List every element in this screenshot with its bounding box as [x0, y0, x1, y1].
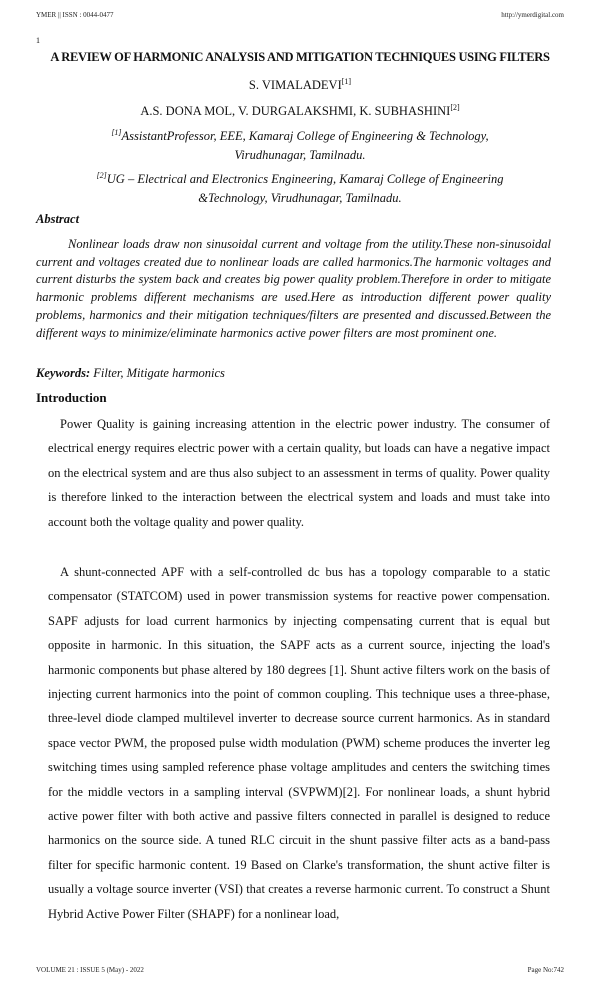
introduction-paragraph-1: Power Quality is gaining increasing attention in the electric power industry. The consumer of electrical energy requires electric power with a certain quality, but loads can have a negative impact on the electrical system and are thus also subject to an assessment in terms of quality. Power quality is therefore linked to the interaction between the electrical system and loads and must take into account both the voltage quality and power quality. — [48, 417, 550, 529]
journal-url: http://ymerdigital.com — [501, 11, 564, 19]
affiliation-2-ref: [2] — [96, 170, 107, 180]
page-marker: 1 — [36, 36, 40, 45]
affiliation-2-text: UG – Electrical and Electronics Engineering, Kamaraj College of Engineering &Technology, Virudhunagar, Tamilnadu. — [106, 172, 504, 205]
footer-volume: VOLUME 21 : ISSUE 5 (May) - 2022 — [36, 966, 144, 974]
introduction-heading: Introduction — [36, 390, 107, 405]
affiliation-1-ref: [1] — [111, 127, 122, 137]
author-line-1 — [30, 78, 570, 93]
paper-title: A REVIEW OF HARMONIC ANALYSIS AND MITIGATION TECHNIQUES USING FILTERS — [50, 50, 550, 64]
authors-2-ref: [2] — [450, 102, 460, 112]
journal-header: YMER || ISSN : 0044-0477 — [36, 11, 114, 19]
authors-2: A.S. DONA MOL, V. DURGALAKSHMI, K. SUBHASHINI — [140, 104, 451, 118]
affiliation-1-text: AssistantProfessor, EEE, Kamaraj College of Engineering & Technology, Virudhunagar, Tamilnadu. — [121, 129, 489, 162]
abstract-text: Nonlinear loads draw non sinusoidal current and voltage from the utility.These non-sinusoidal current and voltages created due to nonlinear loads are called harmonics.The harmonic voltages and current disturbs the system back and creates big power quality problem.Therefore in order to mitigate harmonic problems different mechanisms are used.Here as introduction different power quality problems, harmonics and their mitigation techniques/filters are presented and discussed.Between the different ways to minimize/eliminate harmonics active power filters are most prominent one. — [36, 237, 551, 340]
introduction-paragraph-2: A shunt-connected APF with a self-controlled dc bus has a topology comparable to a static compensator (STATCOM) used in power transmission systems for reactive power compensation. SAPF adjusts for load current harmonics by injecting compensating current that is equal but opposite in harmonic. In this situation, the SAPF acts as a current source, injecting the load's harmonic components but phase altered by 180 degrees [1]. Shunt active filters work on the basis of injecting current harmonics into the point of common coupling. This technique uses a three-phase, three-level diode clamped multilevel inverter to decrease source current harmonics. As in standard space vector PWM, the proposed pulse width modulation (PWM) scheme produces the inverter leg switching times using sampled reference phase voltage amplitudes and centers the switching times for the middle vectors in a sampling interval (SVPWM)[2]. For nonlinear loads, a shunt hybrid active power filter with both active and passive filters connected in parallel is designed to reduce harmonics on the source side. A tuned RLC circuit in the shunt passive filter acts as a band-pass filter for specific harmonic content. 19 Based on Clarke's transformation, the shunt active filter is usually a voltage source inverter (VSI) that creates a reverse harmonic current. To construct a Shunt Hybrid Active Power Filter (SHAPF) for a nonlinear load, — [48, 565, 550, 921]
affiliation-1 — [80, 127, 520, 165]
abstract-heading: Abstract — [36, 212, 80, 226]
keywords-text: Filter, Mitigate harmonics — [90, 366, 225, 380]
author-1-ref: [1] — [341, 76, 352, 86]
affiliation-2 — [70, 170, 530, 208]
author-1: S. VIMALADEVI — [248, 78, 342, 92]
footer-page-number: Page No:742 — [527, 966, 564, 974]
author-line-2 — [30, 104, 570, 119]
keywords-label: Keywords: — [36, 366, 91, 380]
keywords — [36, 366, 225, 381]
